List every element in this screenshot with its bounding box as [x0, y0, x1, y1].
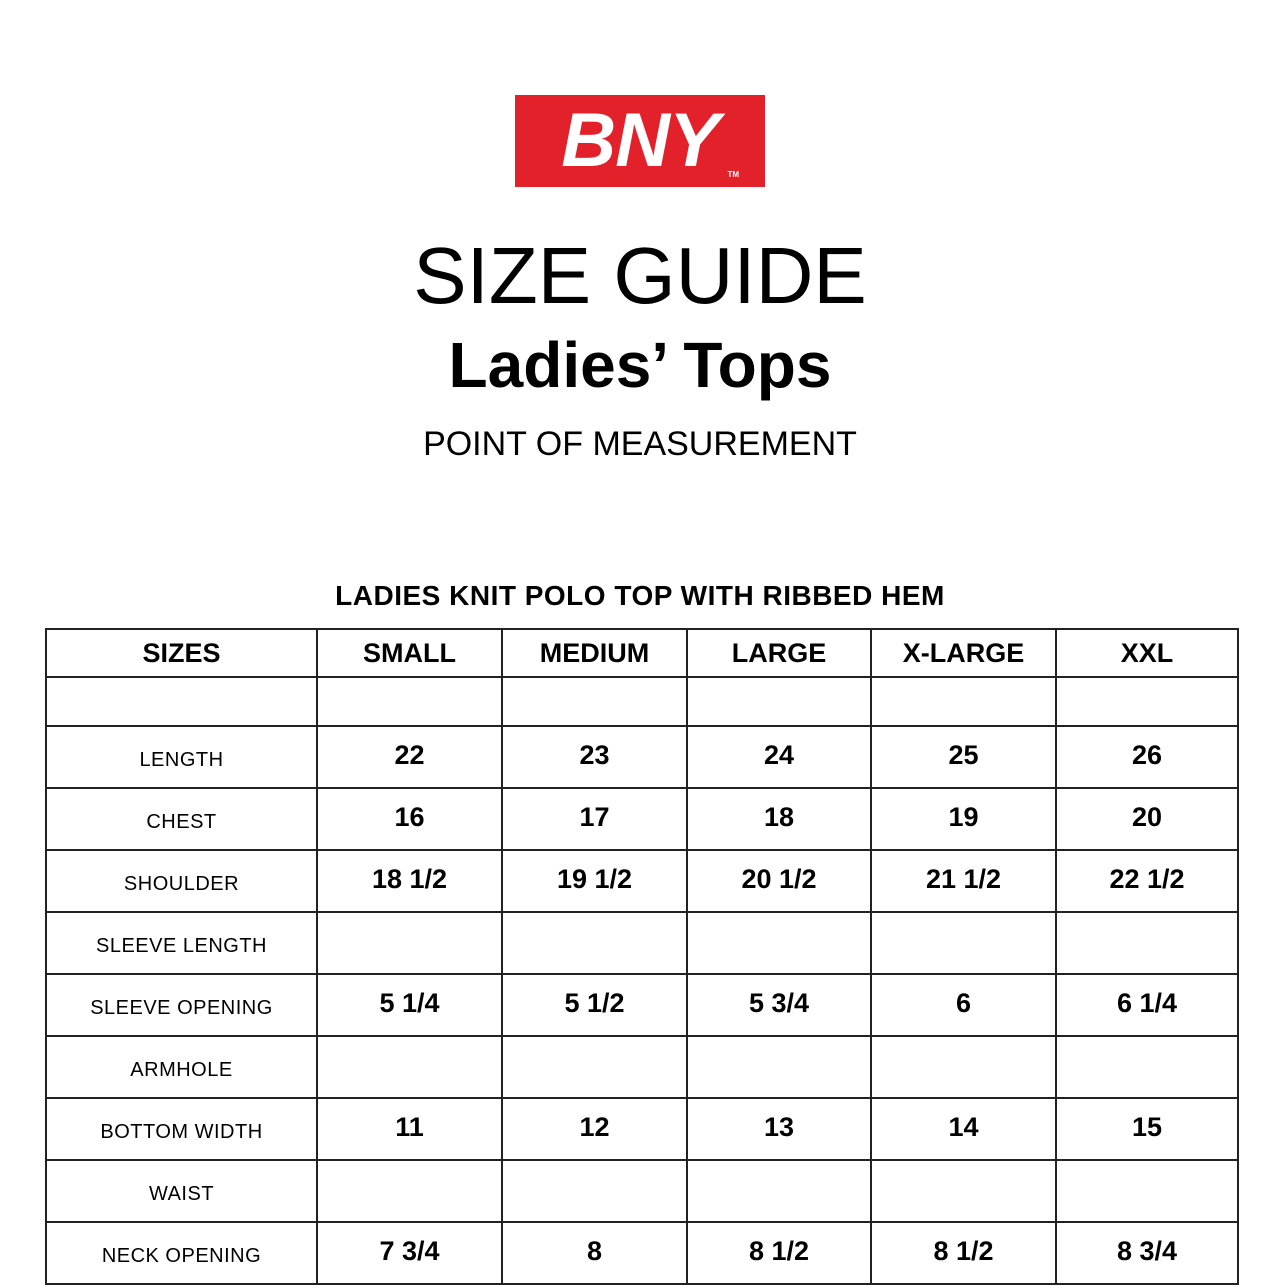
- table-cell: 5 1/4: [317, 974, 502, 1036]
- row-label: BOTTOM WIDTH: [46, 1098, 317, 1160]
- table-cell: [317, 1036, 502, 1098]
- table-cell: 6 1/4: [1056, 974, 1238, 1036]
- table-cell: [46, 677, 317, 726]
- table-cell: [317, 677, 502, 726]
- row-label: SLEEVE OPENING: [46, 974, 317, 1036]
- table-row-sleeve-opening: [46, 974, 1238, 1036]
- table-row-bottom-width: [46, 1098, 1238, 1160]
- table-row-waist: [46, 1160, 1238, 1222]
- row-label: NECK OPENING: [46, 1222, 317, 1284]
- row-label: SLEEVE LENGTH: [46, 912, 317, 974]
- table-cell: [1056, 912, 1238, 974]
- table-cell: [1056, 1036, 1238, 1098]
- table-cell: 6: [871, 974, 1056, 1036]
- row-label: WAIST: [46, 1160, 317, 1222]
- table-caption: LADIES KNIT POLO TOP WITH RIBBED HEM: [335, 580, 945, 611]
- trademark-mark: TM: [727, 170, 739, 179]
- table-cell: [687, 912, 871, 974]
- table-cell: [1056, 1160, 1238, 1222]
- table-cell: 5 3/4: [687, 974, 871, 1036]
- table-cell: [871, 677, 1056, 726]
- table-cell: 19 1/2: [502, 850, 687, 912]
- page-subtitle: Ladies’ Tops: [448, 329, 832, 401]
- table-cell: [871, 1036, 1056, 1098]
- table-cell: 16: [317, 788, 502, 850]
- table-cell: [1056, 677, 1238, 726]
- table-cell: [317, 1160, 502, 1222]
- table-cell: [502, 1160, 687, 1222]
- table-cell: 8: [502, 1222, 687, 1284]
- table-cell: 5 1/2: [502, 974, 687, 1036]
- table-cell: 24: [687, 726, 871, 788]
- table-row-shoulder: [46, 850, 1238, 912]
- page-title: SIZE GUIDE: [413, 231, 867, 320]
- table-cell: 11: [317, 1098, 502, 1160]
- table-cell: 21 1/2: [871, 850, 1056, 912]
- column-header-medium: MEDIUM: [502, 629, 687, 677]
- table-cell: [502, 1036, 687, 1098]
- brand-logo-text: BNY: [561, 98, 719, 183]
- table-cell: [687, 1036, 871, 1098]
- section-heading: POINT OF MEASUREMENT: [423, 425, 857, 463]
- table-cell: 25: [871, 726, 1056, 788]
- table-cell: 7 3/4: [317, 1222, 502, 1284]
- table-cell: 17: [502, 788, 687, 850]
- table-row-length: [46, 726, 1238, 788]
- row-label: CHEST: [46, 788, 317, 850]
- table-cell: [687, 1160, 871, 1222]
- column-header-large: LARGE: [687, 629, 871, 677]
- table-row-neck-opening: [46, 1222, 1238, 1284]
- column-header-x-large: X-LARGE: [871, 629, 1056, 677]
- table-cell: 8 1/2: [871, 1222, 1056, 1284]
- table-cell: 14: [871, 1098, 1056, 1160]
- table-cell: [502, 912, 687, 974]
- table-cell: 8 3/4: [1056, 1222, 1238, 1284]
- table-row-sleeve-length: [46, 912, 1238, 974]
- table-row-armhole: [46, 1036, 1238, 1098]
- table-cell: 8 1/2: [687, 1222, 871, 1284]
- table-cell: 18 1/2: [317, 850, 502, 912]
- table-cell: [317, 912, 502, 974]
- table-header-row: [46, 629, 1238, 677]
- table-cell: [871, 912, 1056, 974]
- table-cell: 26: [1056, 726, 1238, 788]
- table-cell: 19: [871, 788, 1056, 850]
- column-header-small: SMALL: [317, 629, 502, 677]
- table-cell: 13: [687, 1098, 871, 1160]
- brand-logo: [515, 95, 765, 187]
- table-cell: 20: [1056, 788, 1238, 850]
- row-label: LENGTH: [46, 726, 317, 788]
- blank-row: [46, 677, 1238, 726]
- table-cell: 20 1/2: [687, 850, 871, 912]
- column-header-xxl: XXL: [1056, 629, 1238, 677]
- row-label: SHOULDER: [46, 850, 317, 912]
- table-cell: 15: [1056, 1098, 1238, 1160]
- row-label: ARMHOLE: [46, 1036, 317, 1098]
- table-cell: 22 1/2: [1056, 850, 1238, 912]
- table-cell: [502, 677, 687, 726]
- table-cell: 22: [317, 726, 502, 788]
- table-cell: [687, 677, 871, 726]
- table-cell: 12: [502, 1098, 687, 1160]
- size-table: [45, 628, 1239, 1285]
- column-header-sizes: SIZES: [46, 629, 317, 677]
- table-cell: [871, 1160, 1056, 1222]
- table-cell: 23: [502, 726, 687, 788]
- table-cell: 18: [687, 788, 871, 850]
- table-row-chest: [46, 788, 1238, 850]
